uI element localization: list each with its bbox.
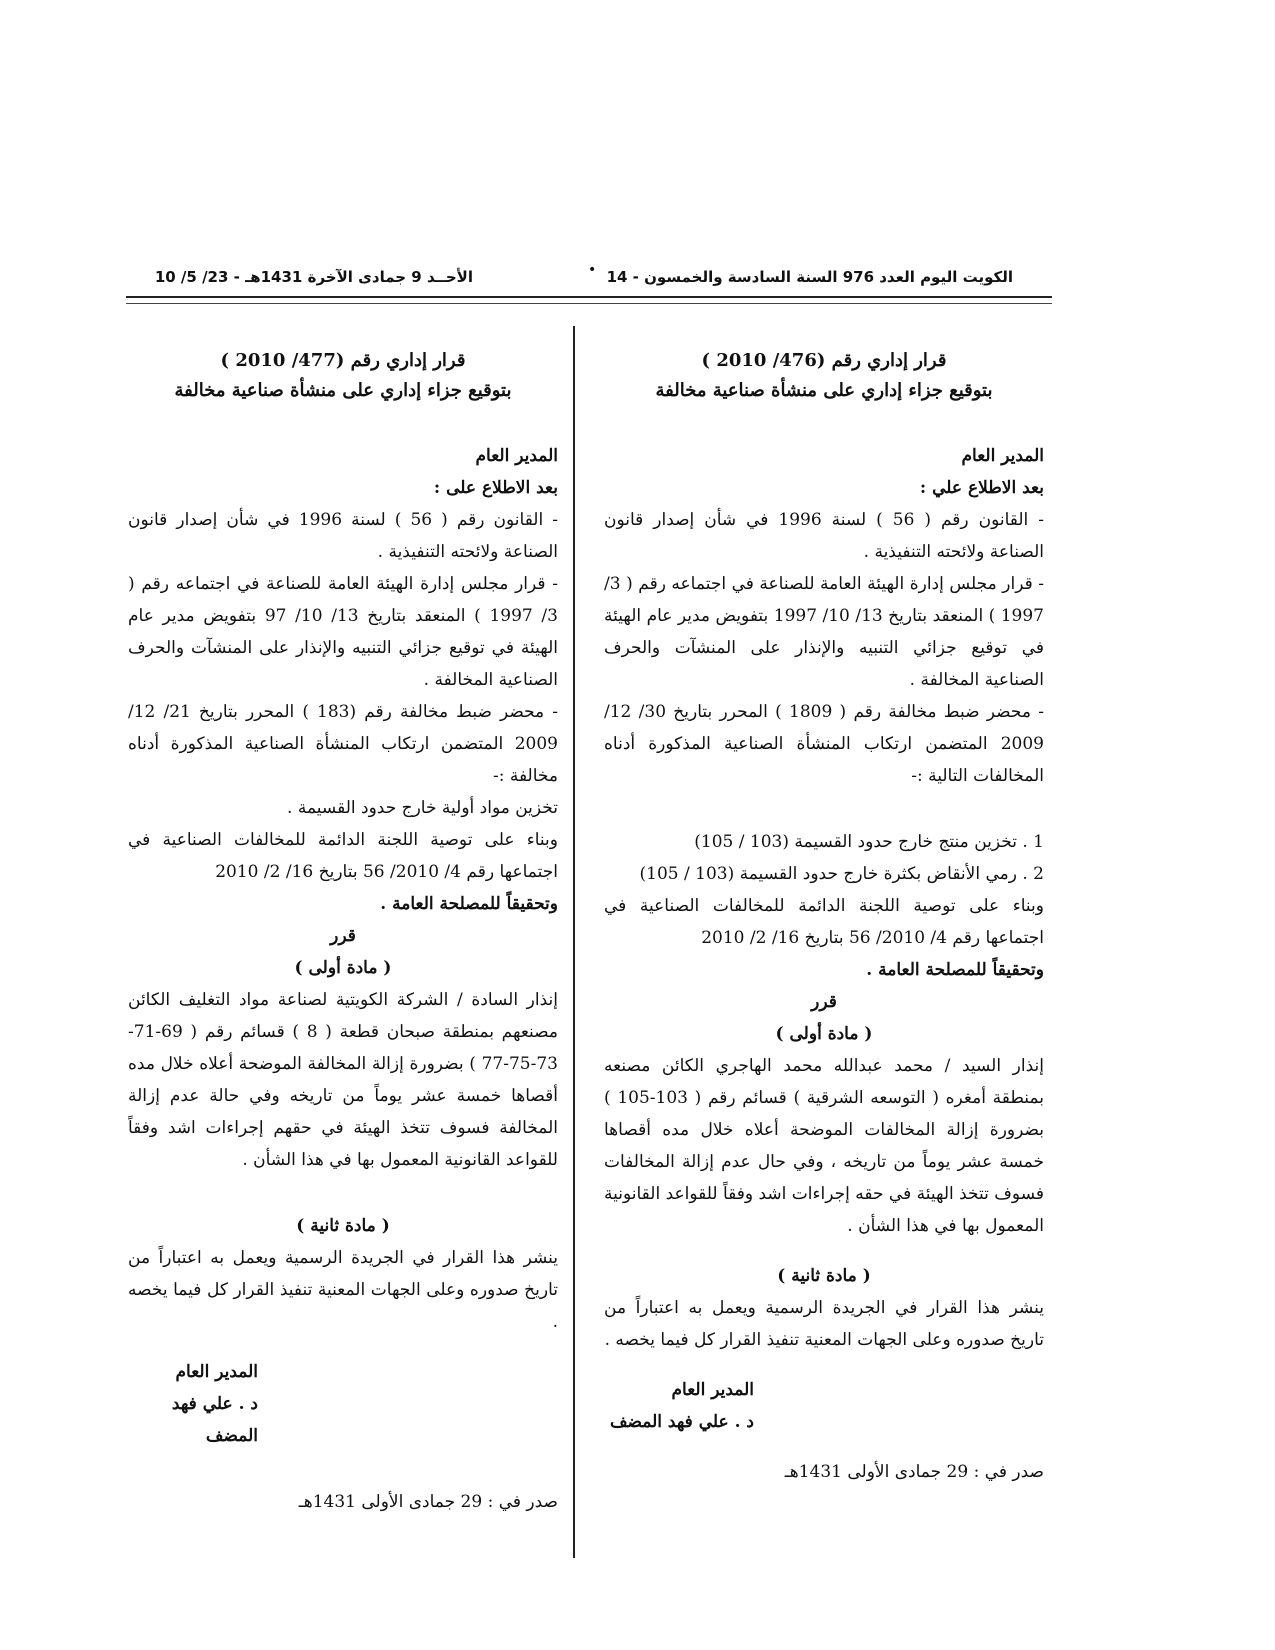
decided-heading: قرر — [330, 926, 356, 946]
director-heading: المدير العام — [475, 446, 558, 466]
violation-item: 2 . رمي الأنقاض بكثرة خارج حدود القسيمة (103 / 105) — [639, 864, 1044, 884]
director-heading: المدير العام — [961, 446, 1044, 466]
issue-date-header: الأحــد 9 جمادى الآخرة 1431هـ - 23/ 5/ 10 — [154, 268, 473, 286]
after-review-heading: بعد الاطلاع علي : — [919, 478, 1044, 498]
committee-recommendation: وبناء على توصية اللجنة الدائمة للمخالفات الصناعية في اجتماعها رقم 4/ 2010/ 56 بتاريخ 16/ 2/ 2010 — [604, 896, 1044, 948]
article-two-text: ينشر هذا القرار في الجريدة الرسمية ويعمل به اعتباراً من تاريخ صدوره وعلى الجهات المعنية تنفيذ القرار كل فيما يخصه . — [128, 1248, 558, 1332]
signature-title: المدير العام — [671, 1380, 754, 1400]
header-rule-thick — [126, 296, 1052, 298]
decision-477-column — [128, 346, 558, 1518]
article-one-heading: ( مادة أولى ) — [775, 1024, 873, 1044]
decision-subtitle: بتوقيع جزاء إداري على منشأة صناعية مخالفة — [655, 380, 993, 401]
violation-report-reference: - محضر ضبط مخالفة رقم (183 ) المحرر بتاريخ 21/ 12/ 2009 المتضمن ارتكاب المنشأة الصناعية المذكورة أدناه مخالفة :- — [128, 702, 558, 786]
decided-heading: قرر — [811, 992, 837, 1012]
header-dot-mark: • — [588, 262, 597, 278]
board-decision-reference: - قرار مجلس إدارة الهيئة العامة للصناعة في اجتماعه رقم ( 3/ 1997 ) المنعقد بتاريخ 13/ 10/ 97 بتفويض مدير عام الهيئة في توقيع جزائي التنبيه والإنذار على المنشآت والحرف الصناعية المخالفة . — [128, 574, 558, 690]
signature-name: د . علي فهد المضف — [171, 1394, 258, 1446]
violation-report-reference: - محضر ضبط مخالفة رقم ( 1809 ) المحرر بتاريخ 30/ 12/ 2009 المتضمن ارتكاب المنشأة الصناعية المذكورة أدناه المخالفات التالية :- — [604, 702, 1045, 786]
law-reference: - القانون رقم ( 56 ) لسنة 1996 في شأن إصدار قانون الصناعة ولائحته التنفيذية . — [604, 510, 1044, 562]
article-two-text: ينشر هذا القرار في الجريدة الرسمية ويعمل به اعتباراً من تاريخ صدوره وعلى الجهات المعنية تنفيذ القرار كل فيما يخصه . — [604, 1298, 1044, 1350]
article-one-heading: ( مادة أولى ) — [294, 958, 392, 978]
decision-title: قرار إداري رقم (477/ 2010 ) — [220, 350, 466, 371]
article-one-text: إنذار السيد / محمد عبدالله محمد الهاجري الكائن مصنعه بمنطقة أمغره ( التوسعه الشرقية ) قسائم رقم ( 103-105 ) بضرورة إزالة المخالفات الموضحة أعلاه خلال مده أقصاها خمسة عشر يوماً من تاريخه ، وفي حال عدم إزالة المخالفات فسوف تتخذ الهيئة في حقه إجراءات اشد وفقاً للقواعد القانونية المعمول بها في هذا الشأن . — [604, 1056, 1044, 1236]
gazette-issue-header: الكويت اليوم العدد 976 السنة السادسة والخمسون - 14 — [606, 268, 1013, 286]
issue-date-line: صدر في : 29 جمادى الأولى 1431هـ — [784, 1462, 1044, 1482]
article-two-heading: ( مادة ثانية ) — [777, 1266, 871, 1286]
violation-item: 1 . تخزين منتج خارج حدود القسيمة (103 / 105) — [694, 832, 1044, 852]
header-rule-thin — [126, 303, 1052, 304]
violation-item: تخزين مواد أولية خارج حدود القسيمة . — [287, 798, 558, 818]
decision-subtitle: بتوقيع جزاء إداري على منشأة صناعية مخالفة — [174, 380, 512, 401]
article-two-heading: ( مادة ثانية ) — [296, 1216, 390, 1236]
after-review-heading: بعد الاطلاع على : — [433, 478, 558, 498]
signature-name: د . علي فهد المضف — [609, 1412, 754, 1432]
decision-476-column — [604, 346, 1044, 1488]
committee-recommendation: وبناء على توصية اللجنة الدائمة للمخالفات الصناعية في اجتماعها رقم 4/ 2010/ 56 بتاريخ 16/ 2/ 2010 — [128, 830, 558, 882]
decision-title: قرار إداري رقم (476/ 2010 ) — [701, 350, 947, 371]
public-interest-clause: وتحقيقاً للمصلحة العامة . — [866, 960, 1044, 980]
signature-title: المدير العام — [175, 1362, 258, 1382]
law-reference: - القانون رقم ( 56 ) لسنة 1996 في شأن إصدار قانون الصناعة ولائحته التنفيذية . — [128, 510, 558, 562]
issue-date-line: صدر في : 29 جمادى الأولى 1431هـ — [298, 1492, 558, 1512]
public-interest-clause: وتحقيقاً للمصلحة العامة . — [380, 894, 558, 914]
column-divider — [573, 326, 575, 1558]
article-one-text: إنذار السادة / الشركة الكويتية لصناعة مواد التغليف الكائن مصنعهم بمنطقة صبحان قطعة ( 8 ) قسائم رقم ( 69-71-73-75-77 ) بضرورة إزالة المخالفة الموضحة أعلاه خلال مده أقصاها خمسة عشر يوماً من تاريخه وفي حالة عدم إزالة المخالفة فسوف تتخذ الهيئة في حقهم إجراءات اشد وفقاً للقواعد القانونية المعمول بها في هذا الشأن . — [128, 990, 558, 1170]
board-decision-reference: - قرار مجلس إدارة الهيئة العامة للصناعة في اجتماعه رقم ( 3/ 1997 ) المنعقد بتاريخ 13/ 10/ 1997 بتفويض مدير عام الهيئة في توقيع جزائي التنبيه والإنذار على المنشآت والحرف الصناعية المخالفة . — [604, 574, 1044, 690]
